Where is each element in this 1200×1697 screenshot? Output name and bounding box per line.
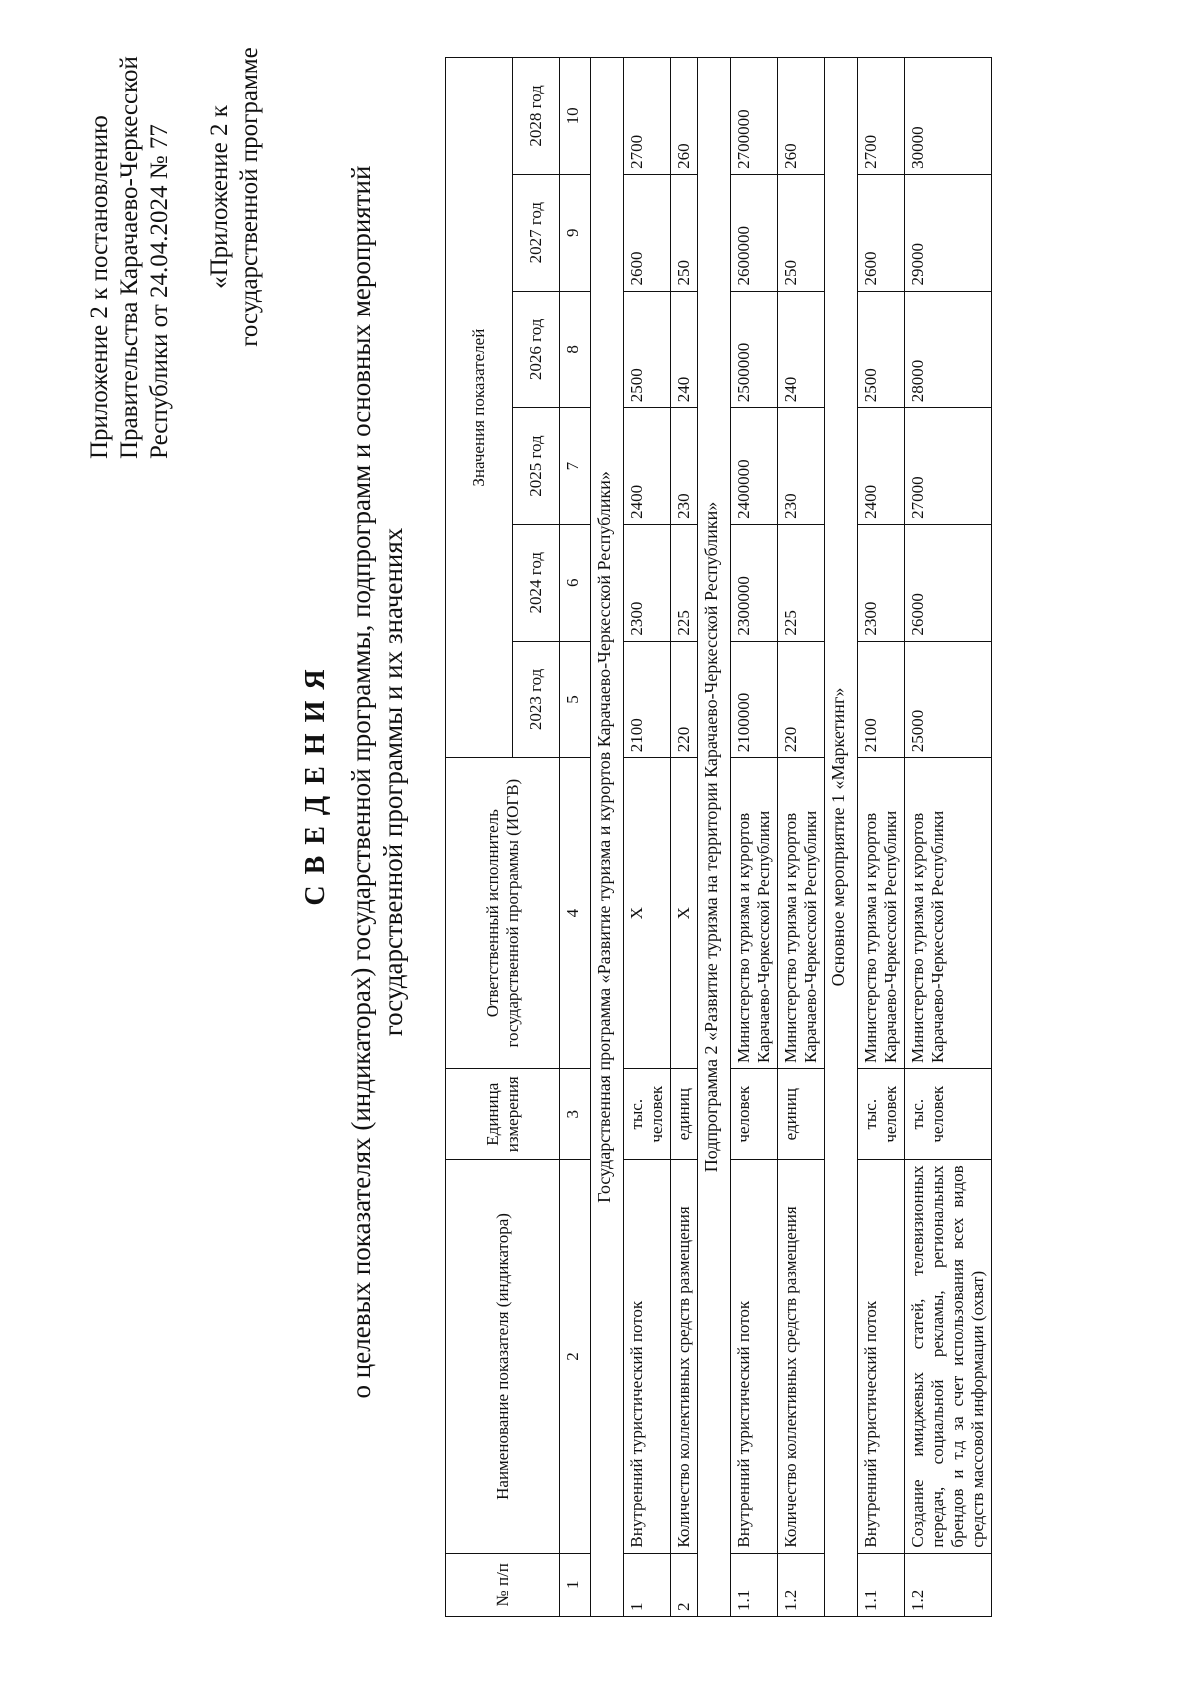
- cell-value: 2400: [858, 408, 905, 525]
- cell-name: Количество коллективных средств размещения: [778, 1160, 825, 1553]
- cell-executor: Министерство туризма и курортов Карачаево-Черкесской Республики: [778, 758, 825, 1069]
- cell-num: 1: [624, 1553, 671, 1616]
- cell-value: 260: [671, 58, 698, 175]
- cell-value: 230: [778, 408, 825, 525]
- cell-name: Внутренний туристический поток: [731, 1160, 778, 1553]
- cell-value: 2600: [858, 174, 905, 291]
- cell-num: 2: [671, 1553, 698, 1616]
- cell-value: 27000: [905, 408, 992, 525]
- cell-value: 2100: [624, 641, 671, 758]
- column-number: 9: [560, 174, 591, 291]
- section-title-row: [825, 58, 858, 1617]
- column-number: 10: [560, 58, 591, 175]
- cell-value: 2700000: [731, 58, 778, 175]
- cell-value: 26000: [905, 524, 992, 641]
- cell-name: Создание имиджевых статей, телевизионных передач, социальной рекламы, региональных брендов и т.д за счет использования всех видов средств массовой информации (охват): [905, 1160, 992, 1553]
- cell-unit: единиц: [671, 1069, 698, 1160]
- cell-num: 1.2: [905, 1553, 992, 1616]
- table-row: [778, 58, 825, 1617]
- column-number: 6: [560, 524, 591, 641]
- header-year: 2023 год: [513, 641, 560, 758]
- cell-value: 2300: [858, 524, 905, 641]
- column-number: 7: [560, 408, 591, 525]
- cell-unit: тыс. человек: [624, 1069, 671, 1160]
- column-number: 4: [560, 758, 591, 1069]
- header-num: № п/п: [446, 1553, 560, 1616]
- annex2-line: государственной программе: [236, 47, 263, 347]
- table-row: [671, 58, 698, 1617]
- cell-value: 29000: [905, 174, 992, 291]
- cell-value: 225: [778, 524, 825, 641]
- section-title: Подпрограмма 2 «Развитие туризма на территории Карачаево-Черкесской Республики»: [698, 58, 731, 1617]
- cell-value: 250: [778, 174, 825, 291]
- section-title: Основное мероприятие 1 «Маркетинг»: [825, 58, 858, 1617]
- cell-value: 2100000: [731, 641, 778, 758]
- cell-executor: Министерство туризма и курортов Карачаево-Черкесской Республики: [905, 758, 992, 1069]
- annex2-line: «Приложение 2 к: [206, 105, 233, 289]
- cell-name: Внутренний туристический поток: [624, 1160, 671, 1553]
- indicators-table: [445, 57, 992, 1617]
- cell-value: 2400: [624, 408, 671, 525]
- cell-value: 2700: [624, 58, 671, 175]
- cell-value: 2500000: [731, 291, 778, 408]
- column-number: 8: [560, 291, 591, 408]
- annex-line: Приложение 2 к постановлению: [86, 115, 113, 459]
- cell-name: Количество коллективных средств размещения: [671, 1160, 698, 1553]
- annex-program-header: [205, 47, 265, 347]
- table-row: [731, 58, 778, 1617]
- document-subtitle: [345, 117, 409, 1447]
- cell-num: 1.1: [858, 1553, 905, 1616]
- cell-value: 240: [778, 291, 825, 408]
- cell-value: 2600000: [731, 174, 778, 291]
- table-row: [858, 58, 905, 1617]
- cell-executor: Х: [624, 758, 671, 1069]
- cell-value: 2300: [624, 524, 671, 641]
- cell-value: 220: [671, 641, 698, 758]
- column-number: 2: [560, 1160, 591, 1553]
- subtitle-line: государственной программы и их значениях: [378, 527, 408, 1037]
- section-title: Государственная программа «Развитие туризма и курортов Карачаево-Черкесской Республики»: [591, 58, 624, 1617]
- cell-value: 30000: [905, 58, 992, 175]
- cell-name: Внутренний туристический поток: [858, 1160, 905, 1553]
- header-name: Наименование показателя (индикатора): [446, 1160, 560, 1553]
- cell-num: 1.2: [778, 1553, 825, 1616]
- section-title-row: [698, 58, 731, 1617]
- header-executor: Ответственный исполнитель государственной программы (ИОГВ): [446, 758, 560, 1069]
- cell-value: 225: [671, 524, 698, 641]
- cell-value: 2500: [624, 291, 671, 408]
- cell-executor: Министерство туризма и курортов Карачаево-Черкесской Республики: [731, 758, 778, 1069]
- cell-value: 250: [671, 174, 698, 291]
- section-title-row: [591, 58, 624, 1617]
- cell-value: 2600: [624, 174, 671, 291]
- column-number-row: [560, 58, 591, 1617]
- cell-value: 260: [778, 58, 825, 175]
- table-row: [905, 58, 992, 1617]
- header-year: 2024 год: [513, 524, 560, 641]
- table-row: [624, 58, 671, 1617]
- annex-line: Республики от 24.04.2024 № 77: [146, 124, 173, 459]
- header-year: 2028 год: [513, 58, 560, 175]
- cell-executor: Х: [671, 758, 698, 1069]
- header-unit: Единица измерения: [446, 1069, 560, 1160]
- annex-line: Правительства Карачаево-Черкесской: [116, 56, 143, 459]
- cell-value: 2700: [858, 58, 905, 175]
- cell-unit: тыс. человек: [905, 1069, 992, 1160]
- cell-value: 2400000: [731, 408, 778, 525]
- cell-unit: тыс. человек: [858, 1069, 905, 1160]
- cell-value: 28000: [905, 291, 992, 408]
- annex-header: [85, 19, 175, 459]
- column-number: 1: [560, 1553, 591, 1616]
- cell-value: 2500: [858, 291, 905, 408]
- cell-value: 2100: [858, 641, 905, 758]
- header-values-group: Значения показателей: [446, 58, 513, 758]
- table-body: [591, 58, 992, 1617]
- cell-unit: единиц: [778, 1069, 825, 1160]
- subtitle-line: о целевых показателях (индикаторах) государственной программы, подпрограмм и основных мероприятий: [346, 165, 376, 1399]
- cell-value: 220: [778, 641, 825, 758]
- document-title: СВЕДЕНИЯ: [300, 658, 331, 906]
- cell-num: 1.1: [731, 1553, 778, 1616]
- cell-value: 230: [671, 408, 698, 525]
- cell-value: 25000: [905, 641, 992, 758]
- cell-executor: Министерство туризма и курортов Карачаево-Черкесской Республики: [858, 758, 905, 1069]
- header-year: 2026 год: [513, 291, 560, 408]
- header-year: 2025 год: [513, 408, 560, 525]
- cell-unit: человек: [731, 1069, 778, 1160]
- cell-value: 240: [671, 291, 698, 408]
- column-number: 3: [560, 1069, 591, 1160]
- cell-value: 2300000: [731, 524, 778, 641]
- header-year: 2027 год: [513, 174, 560, 291]
- column-number: 5: [560, 641, 591, 758]
